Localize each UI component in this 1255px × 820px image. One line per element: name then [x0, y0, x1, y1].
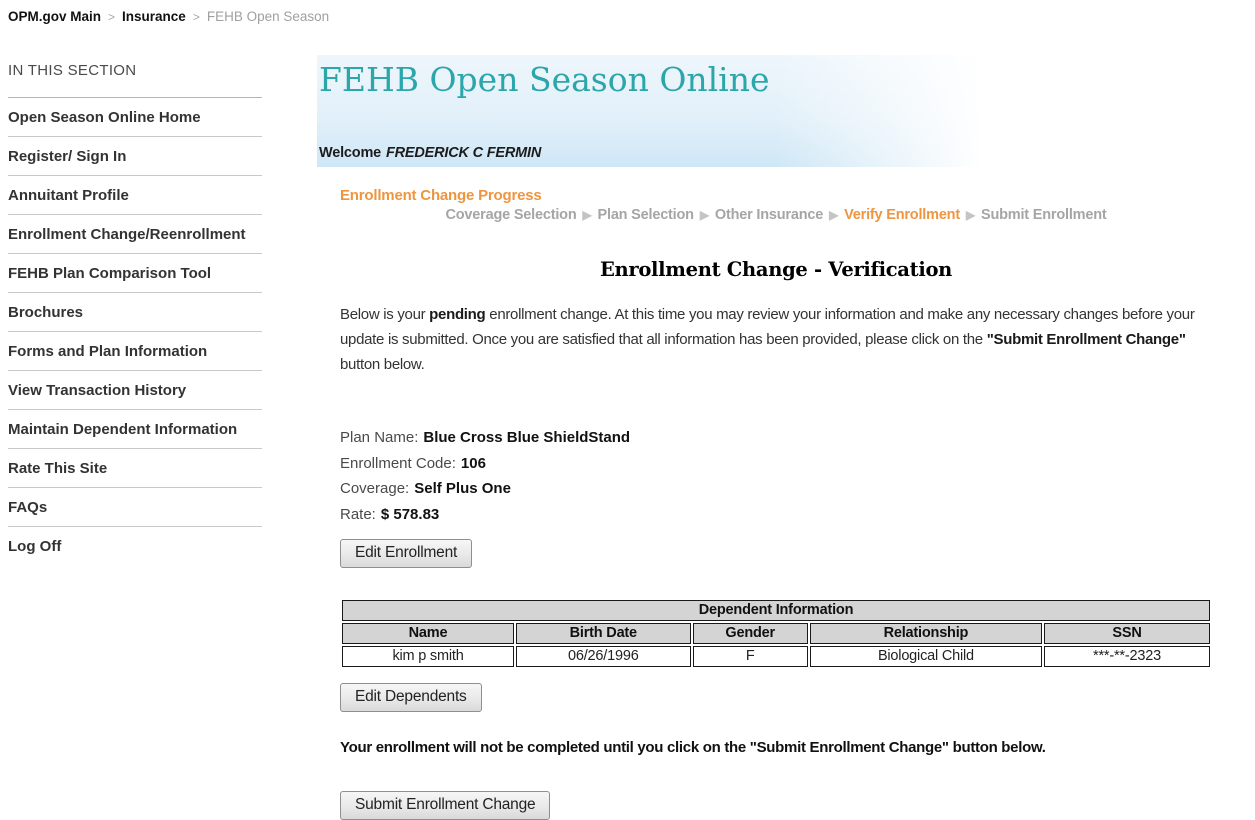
- step-arrow-icon: ▶: [965, 208, 975, 222]
- sidebar-header: IN THIS SECTION: [8, 58, 262, 98]
- column-header-name: Name: [342, 623, 514, 644]
- intro-text: Below is your: [340, 306, 430, 323]
- sidebar-item-transaction-history[interactable]: View Transaction History: [8, 371, 262, 410]
- step-arrow-icon: ▶: [699, 208, 709, 222]
- progress-steps: [340, 207, 1212, 223]
- column-header-birth-date: Birth Date: [516, 623, 691, 644]
- sidebar-item-rate-this-site[interactable]: Rate This Site: [8, 449, 262, 488]
- sidebar-item-brochures[interactable]: Brochures: [8, 293, 262, 332]
- dependent-information-table: [340, 598, 1212, 669]
- dependent-ssn-cell: ***-**-2323: [1044, 646, 1210, 667]
- plan-name-value: Blue Cross Blue ShieldStand: [423, 429, 631, 446]
- submit-enrollment-change-button[interactable]: Submit Enrollment Change: [340, 791, 550, 820]
- intro-bold-pending: pending: [429, 306, 486, 323]
- sidebar-item-forms-plan-info[interactable]: Forms and Plan Information: [8, 332, 262, 371]
- intro-bold-submit: "Submit Enrollment Change": [986, 331, 1186, 348]
- sidebar-item-register-sign-in[interactable]: Register/ Sign In: [8, 137, 262, 176]
- step-arrow-icon: ▶: [582, 208, 592, 222]
- dependent-gender-cell: F: [693, 646, 808, 667]
- dependent-name-cell: kim p smith: [342, 646, 514, 667]
- plan-name-row: [340, 425, 1212, 451]
- welcome-label: Welcome: [319, 145, 381, 161]
- sidebar-item-faqs[interactable]: FAQs: [8, 488, 262, 527]
- dependent-birth-date-cell: 06/26/1996: [516, 646, 691, 667]
- enrollment-code-row: [340, 451, 1212, 477]
- page-layout: [0, 24, 1255, 820]
- edit-enrollment-button[interactable]: Edit Enrollment: [340, 539, 472, 568]
- welcome-message: [319, 145, 541, 161]
- breadcrumb-current-page: FEHB Open Season: [206, 9, 330, 24]
- sidebar-item-log-off[interactable]: Log Off: [8, 538, 62, 555]
- submit-warning-text: Your enrollment will not be completed until you click on the "Submit Enrollment Change" button below.: [340, 739, 1046, 756]
- column-header-gender: Gender: [693, 623, 808, 644]
- sidebar-nav: [8, 98, 262, 565]
- edit-dependents-button[interactable]: Edit Dependents: [340, 683, 482, 712]
- enrollment-progress: [340, 187, 1212, 223]
- rate-row: [340, 502, 1212, 528]
- dependent-relationship-cell: Biological Child: [810, 646, 1042, 667]
- intro-text: button below.: [340, 356, 425, 373]
- column-header-relationship: Relationship: [810, 623, 1042, 644]
- plan-details: [340, 425, 1212, 527]
- progress-step-verify-enrollment: Verify Enrollment: [844, 207, 960, 223]
- main-inner: [340, 187, 1212, 820]
- page-banner: [317, 55, 990, 167]
- intro-paragraph: [340, 302, 1212, 377]
- coverage-row: [340, 476, 1212, 502]
- table-caption: Dependent Information: [342, 600, 1210, 621]
- sidebar: [8, 58, 262, 565]
- step-arrow-icon: ▶: [829, 208, 839, 222]
- rate-label: Rate:: [340, 505, 376, 523]
- progress-step-other-insurance: Other Insurance: [714, 207, 824, 223]
- breadcrumb-separator-icon: >: [108, 10, 116, 24]
- coverage-label: Coverage:: [340, 480, 410, 497]
- breadcrumb-separator-icon: >: [192, 10, 200, 24]
- table-row: [342, 646, 1210, 667]
- page-title: FEHB Open Season Online: [319, 60, 770, 99]
- sidebar-item-annuitant-profile[interactable]: Annuitant Profile: [8, 176, 262, 215]
- main-content: [317, 24, 1217, 820]
- progress-step-submit-enrollment: Submit Enrollment: [981, 207, 1107, 223]
- plan-name-label: Plan Name:: [340, 429, 419, 446]
- section-title: Enrollment Change - Verification: [599, 258, 953, 281]
- progress-step-plan-selection: Plan Selection: [597, 207, 694, 223]
- intro-text: enrollment change. At this time you may review your information and make any necessary changes before your update is submitted. Once you are satisfied that all information has been provided, please click on the: [340, 306, 1195, 348]
- breadcrumb: [0, 0, 1255, 24]
- enrollment-code-label: Enrollment Code:: [340, 454, 456, 472]
- column-header-ssn: SSN: [1044, 623, 1210, 644]
- table-header-row: [342, 623, 1210, 644]
- sidebar-item-open-season-home[interactable]: Open Season Online Home: [8, 98, 262, 137]
- rate-value: $ 578.83: [380, 505, 440, 523]
- progress-step-coverage-selection: Coverage Selection: [445, 207, 577, 223]
- sidebar-item-enrollment-change[interactable]: Enrollment Change/Reenrollment: [8, 215, 262, 254]
- user-name: FREDERICK C FERMIN: [386, 145, 542, 161]
- breadcrumb-insurance[interactable]: Insurance: [122, 9, 186, 24]
- coverage-value: Self Plus One: [414, 480, 511, 497]
- table-caption-row: [342, 600, 1210, 621]
- breadcrumb-opm-main[interactable]: OPM.gov Main: [8, 9, 102, 24]
- progress-title: Enrollment Change Progress: [340, 187, 542, 204]
- sidebar-item-maintain-dependents[interactable]: Maintain Dependent Information: [8, 410, 262, 449]
- enrollment-code-value: 106: [460, 454, 486, 472]
- sidebar-item-plan-comparison-tool[interactable]: FEHB Plan Comparison Tool: [8, 254, 262, 293]
